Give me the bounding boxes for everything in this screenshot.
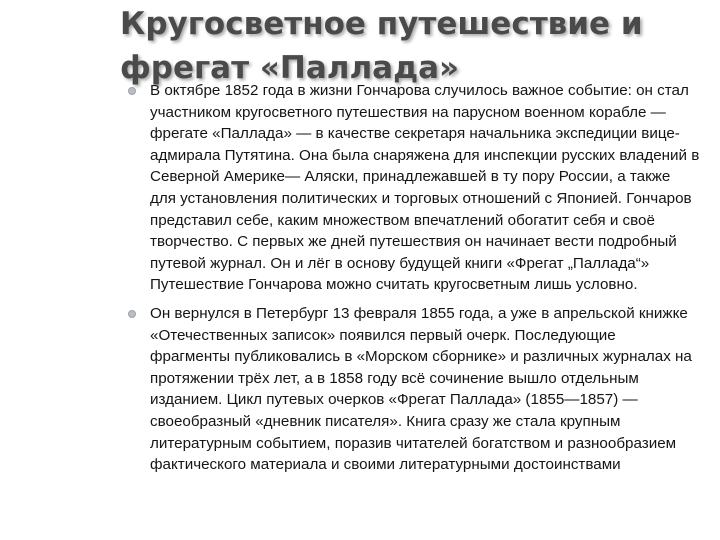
bullet-dot-icon	[128, 87, 136, 95]
bullet-dot-icon	[128, 310, 136, 318]
bullet-item	[128, 80, 700, 296]
slide-title: Кругосветное путешествие и фрегат «Паллада»	[120, 6, 643, 86]
bullet-text: Он вернулся в Петербург 13 февраля 1855 года, а уже в апрельской книжке «Отечественных записок» появился первый очерк. Последующие фрагменты публиковались в «Морском сборнике» и различных журналах на протяжении трёх лет, а в 1858 году всё сочинение вышло отдельным изданием. Цикл путевых очерков «Фрегат Паллада» (1855—1857) — своеобразный «дневник писателя». Книга сразу же стала крупным литературным событием, поразив читателей богатством и разнообразием фактического материала и своими литературными достоинствами	[150, 304, 692, 474]
bullet-text: В октябре 1852 года в жизни Гончарова случилось важное событие: он стал участником кругосветного путешествия на парусном военном корабле — фрегате «Паллада» — в качестве секретаря начальника экспедиции вице-адмирала Путятина. Она была снаряжена для инспекции русских владений в Северной Америке— Аляски, принадлежавшей в ту пору России, а также для установления политических и торговых отношений с Японией. Гончаров представил себе, каким множеством впечатлений обогатит себя и своё творчество. С первых же дней путешествия он начинает вести подробный путевой журнал. Он и лёг в основу будущей книги «Фрегат „Паллада“» Путешествие Гончарова можно считать кругосветным лишь условно.	[150, 82, 700, 294]
bullet-list	[128, 80, 700, 483]
bullet-item	[128, 303, 700, 476]
